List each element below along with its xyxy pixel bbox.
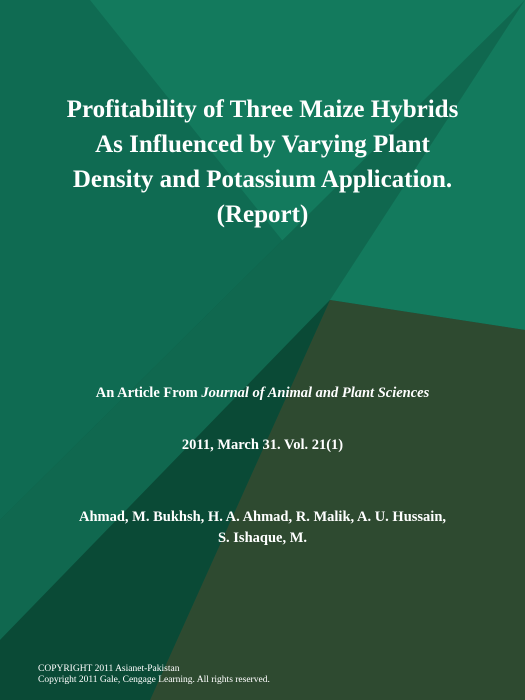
copyright-line: COPYRIGHT 2011 Asianet-Pakistan	[38, 664, 180, 674]
publication-date: 2011, March 31. Vol. 21(1)	[181, 437, 344, 453]
title-line: Profitability of Three Maize Hybrids	[66, 96, 459, 123]
report-title	[20, 92, 505, 232]
source-prefix: An Article From	[95, 385, 198, 401]
title-line: (Report)	[216, 201, 309, 228]
author-line: Ahmad, M. Bukhsh, H. A. Ahmad, R. Malik, A. U. Hussain,	[78, 509, 447, 525]
article-source	[10, 384, 515, 402]
title-line: Density and Potassium Application.	[72, 166, 453, 193]
copyright-line: Copyright 2011 Gale, Cengage Learning. All rights reserved.	[38, 675, 270, 685]
author-line: S. Ishaque, M.	[217, 530, 308, 546]
title-line: As Influenced by Varying Plant	[95, 131, 430, 158]
copyright-notice	[38, 664, 270, 686]
author-list	[10, 507, 515, 549]
journal-name: Journal of Animal and Plant Sciences	[201, 385, 430, 401]
